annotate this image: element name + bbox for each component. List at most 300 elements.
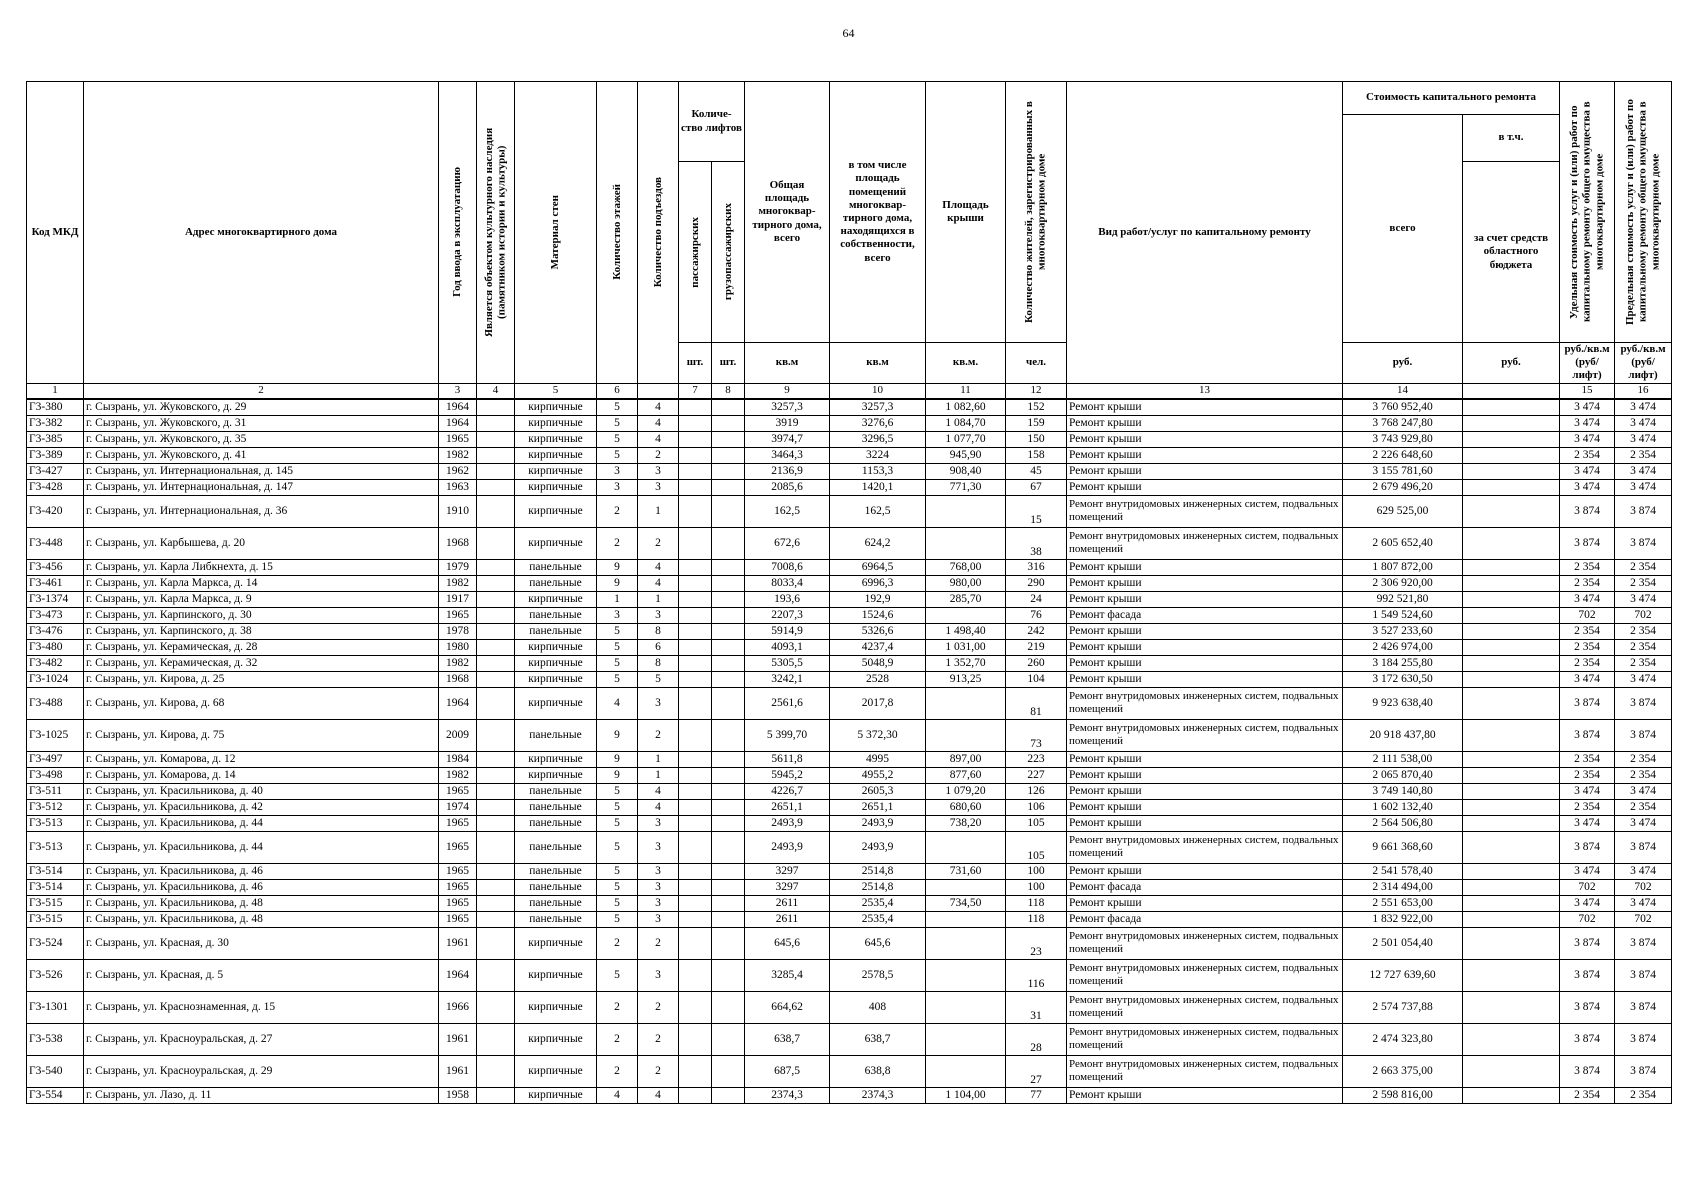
- cell-unit-cost: 3 874: [1560, 959, 1615, 991]
- cell-owned-area: 2374,3: [830, 1087, 926, 1103]
- cell-year: 1982: [439, 655, 477, 671]
- cell-floors: 4: [597, 687, 638, 719]
- cell-residents: 105: [1006, 815, 1067, 831]
- cell-work-type: Ремонт крыши: [1067, 655, 1343, 671]
- cell-limit-cost: 3 874: [1615, 959, 1672, 991]
- cell-entrances: 2: [638, 991, 679, 1023]
- header-lifts: Количе-ство лифтов: [679, 82, 745, 162]
- cell-cost-regional: [1463, 495, 1560, 527]
- cell-cost-regional: [1463, 783, 1560, 799]
- cell-address: г. Сызрань, ул. Красная, д. 30: [84, 927, 439, 959]
- cell-lifts-passenger: [679, 623, 712, 639]
- cell-work-type: Ремонт крыши: [1067, 1087, 1343, 1103]
- cell-material: кирпичные: [515, 591, 597, 607]
- cell-material: кирпичные: [515, 463, 597, 479]
- table-row: [27, 399, 1672, 416]
- cell-lifts-passenger: [679, 719, 712, 751]
- cell-work-type: Ремонт внутридомовых инженерных систем, подвальных помещений: [1067, 927, 1343, 959]
- cell-address: г. Сызрань, ул. Красильникова, д. 44: [84, 831, 439, 863]
- cell-cost-regional: [1463, 415, 1560, 431]
- header-cost-total: всего: [1343, 115, 1463, 343]
- cell-lifts-cargo: [712, 671, 745, 687]
- cell-code: Г3-526: [27, 959, 84, 991]
- header-code: Код МКД: [27, 82, 84, 384]
- cell-owned-area: 2605,3: [830, 783, 926, 799]
- cell-material: панельные: [515, 863, 597, 879]
- cell-owned-area: 1153,3: [830, 463, 926, 479]
- table-row: [27, 687, 1672, 719]
- column-number: 8: [712, 383, 745, 399]
- table-row: [27, 575, 1672, 591]
- cell-lifts-passenger: [679, 991, 712, 1023]
- cell-address: г. Сызрань, ул. Карла Маркса, д. 9: [84, 591, 439, 607]
- cell-floors: 5: [597, 799, 638, 815]
- cell-address: г. Сызрань, ул. Красноуральская, д. 29: [84, 1055, 439, 1087]
- cell-floors: 9: [597, 751, 638, 767]
- unit-total-area: кв.м: [745, 343, 830, 384]
- table-row: [27, 559, 1672, 575]
- cell-owned-area: 645,6: [830, 927, 926, 959]
- cell-limit-cost: 2 354: [1615, 799, 1672, 815]
- cell-unit-cost: 3 474: [1560, 591, 1615, 607]
- table-row: [27, 719, 1672, 751]
- cell-unit-cost: 2 354: [1560, 751, 1615, 767]
- cell-floors: 5: [597, 639, 638, 655]
- cell-lifts-passenger: [679, 687, 712, 719]
- cell-code: Г3-461: [27, 575, 84, 591]
- cell-total-area: 2611: [745, 911, 830, 927]
- cell-total-area: 638,7: [745, 1023, 830, 1055]
- cell-entrances: 4: [638, 415, 679, 431]
- cell-lifts-passenger: [679, 959, 712, 991]
- cell-work-type: Ремонт внутридомовых инженерных систем, подвальных помещений: [1067, 687, 1343, 719]
- cell-cost-regional: [1463, 959, 1560, 991]
- cell-code: Г3-1025: [27, 719, 84, 751]
- cell-total-area: 5611,8: [745, 751, 830, 767]
- cell-material: кирпичные: [515, 431, 597, 447]
- cell-year: 1965: [439, 911, 477, 927]
- cell-address: г. Сызрань, ул. Карла Либкнехта, д. 15: [84, 559, 439, 575]
- cell-entrances: 8: [638, 655, 679, 671]
- cell-floors: 5: [597, 399, 638, 416]
- cell-year: 1961: [439, 927, 477, 959]
- cell-limit-cost: 2 354: [1615, 623, 1672, 639]
- cell-floors: 2: [597, 991, 638, 1023]
- cell-address: г. Сызрань, ул. Жуковского, д. 31: [84, 415, 439, 431]
- cell-owned-area: 2535,4: [830, 911, 926, 927]
- cell-entrances: 3: [638, 815, 679, 831]
- cell-entrances: 3: [638, 911, 679, 927]
- cell-entrances: 3: [638, 479, 679, 495]
- cell-address: г. Сызрань, ул. Карла Маркса, д. 14: [84, 575, 439, 591]
- cell-owned-area: 3296,5: [830, 431, 926, 447]
- column-number: 2: [84, 383, 439, 399]
- header-work-type: Вид работ/услуг по капитальному ремонту: [1067, 82, 1343, 384]
- cell-total-area: 4093,1: [745, 639, 830, 655]
- column-number: 10: [830, 383, 926, 399]
- column-number: 15: [1560, 383, 1615, 399]
- cell-limit-cost: 3 874: [1615, 927, 1672, 959]
- cell-work-type: Ремонт внутридомовых инженерных систем, подвальных помещений: [1067, 959, 1343, 991]
- cell-year: 1965: [439, 831, 477, 863]
- cell-total-area: 3285,4: [745, 959, 830, 991]
- table-row: [27, 623, 1672, 639]
- cell-lifts-passenger: [679, 751, 712, 767]
- cell-lifts-cargo: [712, 879, 745, 895]
- cell-cost-regional: [1463, 671, 1560, 687]
- cell-material: кирпичные: [515, 767, 597, 783]
- cell-unit-cost: 3 874: [1560, 527, 1615, 559]
- cell-total-area: 193,6: [745, 591, 830, 607]
- cell-limit-cost: 3 474: [1615, 591, 1672, 607]
- cell-material: панельные: [515, 911, 597, 927]
- page-number: 64: [842, 26, 855, 40]
- cell-lifts-cargo: [712, 863, 745, 879]
- cell-lifts-cargo: [712, 639, 745, 655]
- cell-year: 1964: [439, 399, 477, 416]
- cell-heritage: [477, 799, 515, 815]
- cell-lifts-cargo: [712, 911, 745, 927]
- cell-residents: 100: [1006, 863, 1067, 879]
- cell-material: панельные: [515, 783, 597, 799]
- cell-year: 1958: [439, 1087, 477, 1103]
- unit-cost-regional: руб.: [1463, 343, 1560, 384]
- cell-cost-regional: [1463, 527, 1560, 559]
- cell-unit-cost: 3 474: [1560, 399, 1615, 416]
- cell-residents: 126: [1006, 783, 1067, 799]
- cell-unit-cost: 3 474: [1560, 671, 1615, 687]
- cell-entrances: 3: [638, 959, 679, 991]
- cell-year: 1965: [439, 895, 477, 911]
- cell-residents: 260: [1006, 655, 1067, 671]
- cell-entrances: 3: [638, 463, 679, 479]
- header-cost-group: Стоимость капитального ремонта: [1343, 82, 1560, 115]
- cell-entrances: 1: [638, 591, 679, 607]
- cell-floors: 5: [597, 623, 638, 639]
- cell-unit-cost: 3 874: [1560, 495, 1615, 527]
- cell-code: Г3-515: [27, 895, 84, 911]
- cell-residents: 104: [1006, 671, 1067, 687]
- header-lifts-cargo: грузопассажирских: [712, 162, 745, 343]
- cell-lifts-passenger: [679, 575, 712, 591]
- cell-roof-area: 1 352,70: [926, 655, 1006, 671]
- cell-residents: 227: [1006, 767, 1067, 783]
- cell-roof-area: 738,20: [926, 815, 1006, 831]
- table-row: [27, 815, 1672, 831]
- cell-owned-area: 2535,4: [830, 895, 926, 911]
- cell-roof-area: 897,00: [926, 751, 1006, 767]
- table-row: [27, 879, 1672, 895]
- cell-residents: 150: [1006, 431, 1067, 447]
- cell-address: г. Сызрань, ул. Жуковского, д. 35: [84, 431, 439, 447]
- cell-limit-cost: 3 874: [1615, 991, 1672, 1023]
- cell-year: 1965: [439, 607, 477, 623]
- cell-cost-total: 2 679 496,20: [1343, 479, 1463, 495]
- header-cost-incl: в т.ч.: [1463, 115, 1560, 162]
- cell-material: панельные: [515, 879, 597, 895]
- cell-unit-cost: 702: [1560, 911, 1615, 927]
- cell-lifts-passenger: [679, 927, 712, 959]
- cell-unit-cost: 3 874: [1560, 1023, 1615, 1055]
- cell-work-type: Ремонт крыши: [1067, 591, 1343, 607]
- header-year: Год ввода в эксплуатацию: [439, 82, 477, 384]
- table-row: [27, 479, 1672, 495]
- column-number: 1: [27, 383, 84, 399]
- cell-total-area: 2207,3: [745, 607, 830, 623]
- cell-work-type: Ремонт внутридомовых инженерных систем, подвальных помещений: [1067, 1023, 1343, 1055]
- cell-floors: 2: [597, 927, 638, 959]
- cell-lifts-cargo: [712, 687, 745, 719]
- cell-cost-regional: [1463, 639, 1560, 655]
- cell-entrances: 2: [638, 927, 679, 959]
- cell-residents: 118: [1006, 895, 1067, 911]
- cell-code: Г3-1024: [27, 671, 84, 687]
- table-row: [27, 751, 1672, 767]
- cell-material: кирпичные: [515, 639, 597, 655]
- cell-total-area: 2493,9: [745, 815, 830, 831]
- cell-owned-area: 638,8: [830, 1055, 926, 1087]
- cell-cost-regional: [1463, 895, 1560, 911]
- cell-owned-area: 6996,3: [830, 575, 926, 591]
- cell-material: панельные: [515, 895, 597, 911]
- cell-address: г. Сызрань, ул. Лазо, д. 11: [84, 1087, 439, 1103]
- cell-heritage: [477, 991, 515, 1023]
- header-owned-area: в том числе площадь помещений многоквар-тирного дома, находящихся в собственности, всего: [830, 82, 926, 343]
- cell-cost-regional: [1463, 719, 1560, 751]
- column-number: 12: [1006, 383, 1067, 399]
- cell-material: кирпичные: [515, 1087, 597, 1103]
- cell-unit-cost: 3 874: [1560, 1055, 1615, 1087]
- cell-cost-total: 12 727 639,60: [1343, 959, 1463, 991]
- cell-heritage: [477, 831, 515, 863]
- cell-year: 2009: [439, 719, 477, 751]
- cell-lifts-cargo: [712, 1087, 745, 1103]
- cell-lifts-passenger: [679, 463, 712, 479]
- column-number: 3: [439, 383, 477, 399]
- cell-total-area: 5914,9: [745, 623, 830, 639]
- table-row: [27, 415, 1672, 431]
- cell-heritage: [477, 1023, 515, 1055]
- cell-limit-cost: 3 474: [1615, 399, 1672, 416]
- cell-code: Г3-482: [27, 655, 84, 671]
- cell-work-type: Ремонт внутридомовых инженерных систем, подвальных помещений: [1067, 831, 1343, 863]
- cell-total-area: 672,6: [745, 527, 830, 559]
- cell-material: кирпичные: [515, 1023, 597, 1055]
- cell-limit-cost: 3 874: [1615, 831, 1672, 863]
- cell-floors: 2: [597, 1023, 638, 1055]
- cell-unit-cost: 3 874: [1560, 831, 1615, 863]
- cell-entrances: 3: [638, 895, 679, 911]
- cell-year: 1965: [439, 863, 477, 879]
- cell-address: г. Сызрань, ул. Красильникова, д. 48: [84, 895, 439, 911]
- cell-code: Г3-540: [27, 1055, 84, 1087]
- cell-address: г. Сызрань, ул. Красильникова, д. 42: [84, 799, 439, 815]
- cell-lifts-cargo: [712, 591, 745, 607]
- cell-unit-cost: 2 354: [1560, 799, 1615, 815]
- cell-entrances: 4: [638, 431, 679, 447]
- capital-repair-table: [26, 81, 1672, 1104]
- cell-heritage: [477, 591, 515, 607]
- cell-owned-area: 6964,5: [830, 559, 926, 575]
- cell-owned-area: 1524,6: [830, 607, 926, 623]
- cell-total-area: 687,5: [745, 1055, 830, 1087]
- cell-roof-area: [926, 911, 1006, 927]
- header-floors: Количество этажей: [597, 82, 638, 384]
- cell-heritage: [477, 911, 515, 927]
- cell-heritage: [477, 783, 515, 799]
- cell-lifts-passenger: [679, 415, 712, 431]
- cell-owned-area: 4995: [830, 751, 926, 767]
- table-row: [27, 1023, 1672, 1055]
- cell-work-type: Ремонт крыши: [1067, 623, 1343, 639]
- cell-cost-regional: [1463, 1087, 1560, 1103]
- cell-work-type: Ремонт внутридомовых инженерных систем, подвальных помещений: [1067, 1055, 1343, 1087]
- column-number: 9: [745, 383, 830, 399]
- cell-work-type: Ремонт внутридомовых инженерных систем, подвальных помещений: [1067, 719, 1343, 751]
- cell-residents: 219: [1006, 639, 1067, 655]
- column-number: 14: [1343, 383, 1463, 399]
- cell-cost-total: 2 474 323,80: [1343, 1023, 1463, 1055]
- table-row: [27, 495, 1672, 527]
- cell-material: панельные: [515, 607, 597, 623]
- cell-lifts-passenger: [679, 863, 712, 879]
- cell-owned-area: 3257,3: [830, 399, 926, 416]
- cell-cost-total: 1 807 872,00: [1343, 559, 1463, 575]
- cell-cost-regional: [1463, 591, 1560, 607]
- cell-total-area: 2651,1: [745, 799, 830, 815]
- cell-year: 1966: [439, 991, 477, 1023]
- cell-code: Г3-554: [27, 1087, 84, 1103]
- cell-lifts-passenger: [679, 815, 712, 831]
- cell-code: Г3-1301: [27, 991, 84, 1023]
- cell-lifts-cargo: [712, 415, 745, 431]
- cell-lifts-passenger: [679, 1087, 712, 1103]
- header-heritage: Является объектом культурного наследия (памятником истории и культуры): [477, 82, 515, 384]
- cell-material: кирпичные: [515, 687, 597, 719]
- cell-address: г. Сызрань, ул. Красильникова, д. 48: [84, 911, 439, 927]
- cell-limit-cost: 3 874: [1615, 495, 1672, 527]
- cell-code: Г3-428: [27, 479, 84, 495]
- cell-owned-area: 192,9: [830, 591, 926, 607]
- cell-lifts-passenger: [679, 1055, 712, 1087]
- cell-total-area: 5 399,70: [745, 719, 830, 751]
- cell-heritage: [477, 655, 515, 671]
- cell-year: 1965: [439, 431, 477, 447]
- cell-work-type: Ремонт крыши: [1067, 431, 1343, 447]
- cell-lifts-cargo: [712, 479, 745, 495]
- cell-roof-area: 734,50: [926, 895, 1006, 911]
- cell-work-type: Ремонт крыши: [1067, 399, 1343, 416]
- cell-lifts-passenger: [679, 607, 712, 623]
- column-number: 7: [679, 383, 712, 399]
- cell-floors: 5: [597, 879, 638, 895]
- cell-cost-total: 20 918 437,80: [1343, 719, 1463, 751]
- cell-lifts-cargo: [712, 927, 745, 959]
- cell-owned-area: 4955,2: [830, 767, 926, 783]
- cell-entrances: 2: [638, 1055, 679, 1087]
- cell-limit-cost: 3 874: [1615, 527, 1672, 559]
- cell-floors: 5: [597, 815, 638, 831]
- cell-residents: 159: [1006, 415, 1067, 431]
- cell-roof-area: 1 498,40: [926, 623, 1006, 639]
- cell-material: кирпичные: [515, 495, 597, 527]
- cell-limit-cost: 3 474: [1615, 415, 1672, 431]
- cell-heritage: [477, 959, 515, 991]
- cell-code: Г3-480: [27, 639, 84, 655]
- cell-address: г. Сызрань, ул. Керамическая, д. 32: [84, 655, 439, 671]
- cell-year: 1982: [439, 575, 477, 591]
- cell-lifts-cargo: [712, 607, 745, 623]
- cell-roof-area: 1 084,70: [926, 415, 1006, 431]
- cell-lifts-passenger: [679, 911, 712, 927]
- unit-residents: чел.: [1006, 343, 1067, 384]
- cell-cost-total: 2 564 506,80: [1343, 815, 1463, 831]
- cell-owned-area: 162,5: [830, 495, 926, 527]
- column-number: 16: [1615, 383, 1672, 399]
- cell-lifts-cargo: [712, 623, 745, 639]
- cell-total-area: 3297: [745, 879, 830, 895]
- cell-year: 1917: [439, 591, 477, 607]
- cell-year: 1965: [439, 879, 477, 895]
- cell-lifts-passenger: [679, 447, 712, 463]
- cell-address: г. Сызрань, ул. Жуковского, д. 29: [84, 399, 439, 416]
- cell-owned-area: 2528: [830, 671, 926, 687]
- cell-heritage: [477, 879, 515, 895]
- cell-lifts-cargo: [712, 527, 745, 559]
- cell-floors: 9: [597, 767, 638, 783]
- cell-address: г. Сызрань, ул. Интернациональная, д. 147: [84, 479, 439, 495]
- cell-cost-total: 992 521,80: [1343, 591, 1463, 607]
- cell-residents: 106: [1006, 799, 1067, 815]
- cell-heritage: [477, 559, 515, 575]
- cell-residents: 223: [1006, 751, 1067, 767]
- cell-roof-area: 1 079,20: [926, 783, 1006, 799]
- cell-entrances: 3: [638, 863, 679, 879]
- cell-address: г. Сызрань, ул. Красильникова, д. 40: [84, 783, 439, 799]
- cell-heritage: [477, 495, 515, 527]
- cell-floors: 3: [597, 479, 638, 495]
- cell-total-area: 4226,7: [745, 783, 830, 799]
- cell-residents: 242: [1006, 623, 1067, 639]
- cell-heritage: [477, 1055, 515, 1087]
- cell-unit-cost: 2 354: [1560, 639, 1615, 655]
- cell-owned-area: 2493,9: [830, 815, 926, 831]
- cell-residents: 81: [1006, 687, 1067, 719]
- cell-cost-total: 2 663 375,00: [1343, 1055, 1463, 1087]
- cell-address: г. Сызрань, ул. Карпинского, д. 30: [84, 607, 439, 623]
- cell-owned-area: 408: [830, 991, 926, 1023]
- column-number: 6: [597, 383, 638, 399]
- cell-heritage: [477, 767, 515, 783]
- cell-cost-regional: [1463, 559, 1560, 575]
- cell-entrances: 6: [638, 639, 679, 655]
- cell-cost-total: 2 551 653,00: [1343, 895, 1463, 911]
- cell-heritage: [477, 639, 515, 655]
- cell-floors: 9: [597, 719, 638, 751]
- cell-heritage: [477, 527, 515, 559]
- cell-year: 1910: [439, 495, 477, 527]
- cell-year: 1962: [439, 463, 477, 479]
- cell-work-type: Ремонт фасада: [1067, 879, 1343, 895]
- cell-code: Г3-511: [27, 783, 84, 799]
- cell-cost-regional: [1463, 655, 1560, 671]
- cell-floors: 5: [597, 415, 638, 431]
- table-row: [27, 991, 1672, 1023]
- cell-entrances: 5: [638, 671, 679, 687]
- cell-owned-area: 3276,6: [830, 415, 926, 431]
- cell-heritage: [477, 687, 515, 719]
- cell-year: 1961: [439, 1055, 477, 1087]
